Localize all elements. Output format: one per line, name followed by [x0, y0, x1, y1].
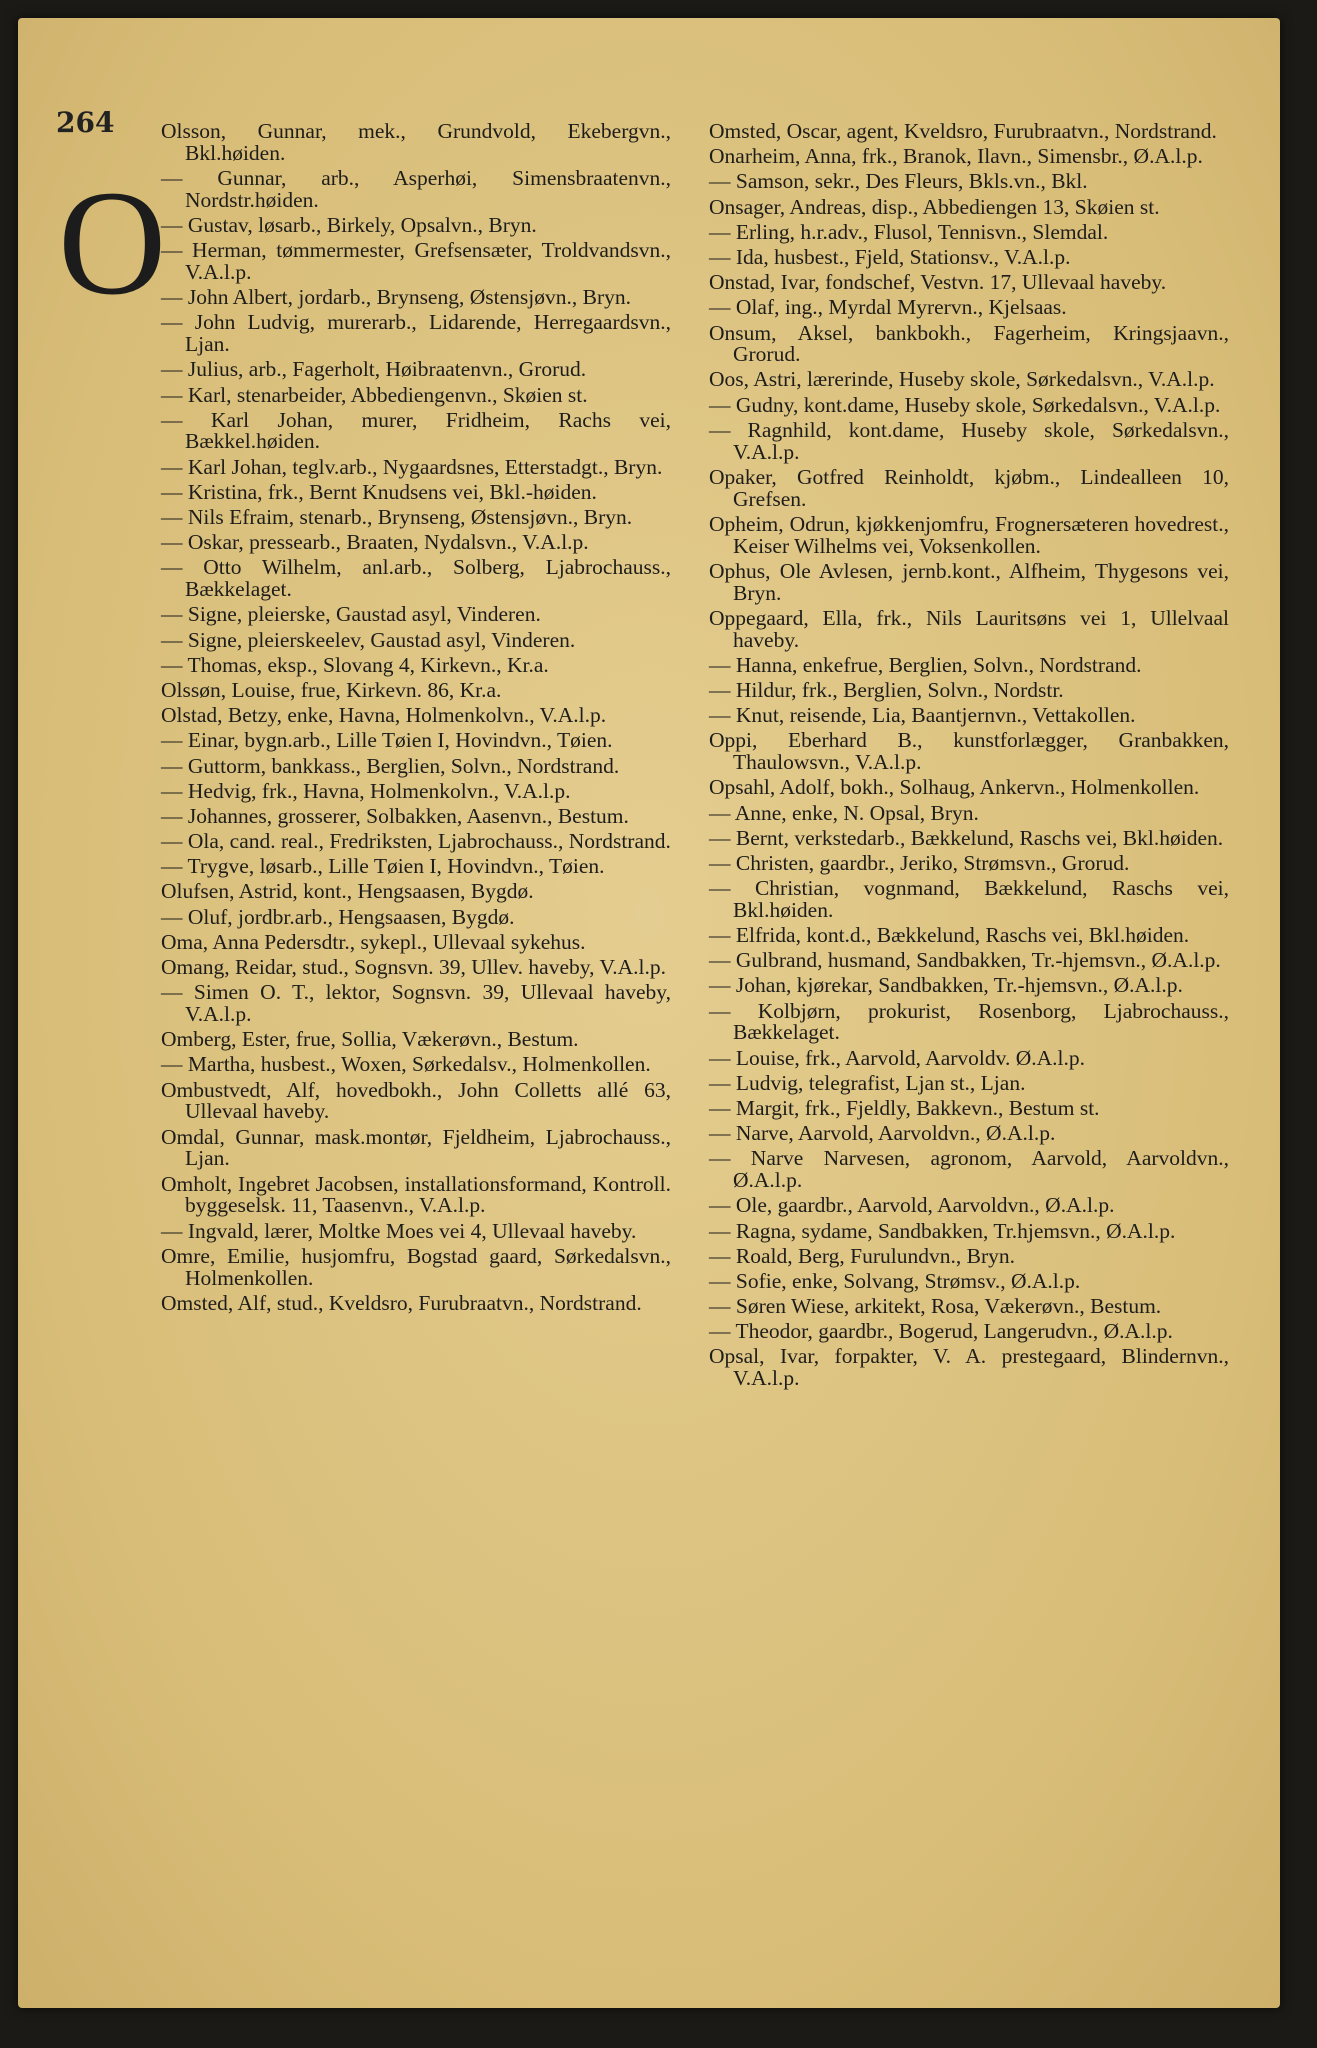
directory-entry: — Samson, sekr., Des Fleurs, Bkls.vn., Bkl. [709, 169, 1088, 194]
directory-entry: Opaker, Gotfred Reinholdt, kjøbm., Lindealleen 10, Grefsen. [709, 464, 1229, 511]
directory-entry: — Karl, stenarbeider, Abbediengenvn., Skøien st. [161, 382, 588, 407]
directory-entry: — Narve Narvesen, agronom, Aarvold, Aarvoldvn., Ø.A.l.p. [709, 1146, 1229, 1193]
directory-entry: — Ida, husbest., Fjeld, Stationsv., V.A.l.p. [709, 244, 1071, 269]
section-letter: O [58, 160, 167, 326]
directory-entry: Omberg, Ester, frue, Sollia, Vækerøvn., Bestum. [161, 1027, 579, 1052]
directory-entry: Omsted, Oscar, agent, Kveldsro, Furubraatvn., Nordstrand. [709, 119, 1217, 143]
left-column [161, 121, 671, 1318]
directory-entry: — Signe, pleierskeelev, Gaustad asyl, Vinderen. [161, 627, 576, 652]
directory-entry: Omsted, Alf, stud., Kveldsro, Furubraatvn., Nordstrand. [161, 1290, 642, 1315]
directory-entry: — Nils Efraim, stenarb., Brynseng, Østensjøvn., Bryn. [161, 505, 633, 530]
directory-entry: — Christian, vognmand, Bækkelund, Raschs vei, Bkl.høiden. [709, 876, 1229, 922]
directory-entry: — Theodor, gaardbr., Bogerud, Langerudvn., Ø.A.l.p. [709, 1319, 1173, 1344]
directory-entry: — Herman, tømmermester, Grefsensæter, Troldvandsvn., V.A.l.p. [161, 238, 671, 284]
directory-entry: — Oluf, jordbr.arb., Hengsaasen, Bygdø. [161, 904, 515, 929]
directory-entry: — Ludvig, telegrafist, Ljan st., Ljan. [709, 1070, 1026, 1095]
directory-entry: — Gudny, kont.dame, Huseby skole, Sørkedalsvn., V.A.l.p. [709, 392, 1221, 417]
directory-entry: — Signe, pleierske, Gaustad asyl, Vinderen. [161, 602, 541, 627]
directory-entry: — Einar, bygn.arb., Lille Tøien I, Hovindvn., Tøien. [161, 728, 613, 753]
directory-entry: Olstad, Betzy, enke, Havna, Holmenkolvn., V.A.l.p. [161, 703, 607, 728]
directory-entry: — Trygve, løsarb., Lille Tøien I, Hovindvn., Tøien. [161, 854, 605, 879]
directory-entry: Omre, Emilie, husjomfru, Bogstad gaard, Sørkedalsvn., Holmenkollen. [161, 1243, 671, 1290]
directory-entry: Opsahl, Adolf, bokh., Solhaug, Ankervn., Holmenkollen. [709, 775, 1200, 800]
directory-entry: Omholt, Ingebret Jacobsen, installationsformand, Kontroll. byggeselsk. 11, Taasenvn., V.A.l.p. [161, 1171, 671, 1218]
directory-entry: — Søren Wiese, arkitekt, Rosa, Vækerøvn., Bestum. [709, 1294, 1162, 1319]
directory-entry: — Bernt, verkstedarb., Bækkelund, Raschs vei, Bkl.høiden. [709, 825, 1224, 850]
directory-entry: Omang, Reidar, stud., Sognsvn. 39, Ullev. haveby, V.A.l.p. [161, 955, 666, 980]
directory-entry: — Otto Wilhelm, anl.arb., Solberg, Ljabrochauss., Bækkelaget. [161, 555, 671, 602]
directory-entry: — Oskar, pressearb., Braaten, Nydalsvn., V.A.l.p. [161, 530, 589, 555]
directory-entry: — Karl Johan, murer, Fridheim, Rachs vei, Bækkel.høiden. [161, 407, 671, 454]
directory-entry: Onsum, Aksel, bankbokh., Fagerheim, Kringsjaavn., Grorud. [709, 320, 1229, 367]
directory-page [18, 18, 1280, 2008]
directory-entry: — Julius, arb., Fagerholt, Høibraatenvn., Grorud. [161, 357, 587, 382]
directory-entry: — Ola, cand. real., Fredriksten, Ljabrochauss., Nordstrand. [161, 829, 671, 854]
directory-entry: Omdal, Gunnar, mask.montør, Fjeldheim, Ljabrochauss., Ljan. [161, 1124, 671, 1171]
directory-entry: — Margit, frk., Fjeldly, Bakkevn., Bestum st. [709, 1095, 1100, 1120]
directory-entry: — Kristina, frk., Bernt Knudsens vei, Bkl.-høiden. [161, 479, 597, 504]
directory-entry: — Martha, husbest., Woxen, Sørkedalsv., Holmenkollen. [161, 1052, 651, 1077]
directory-entry: — Hedvig, frk., Havna, Holmenkolvn., V.A.l.p. [161, 778, 571, 803]
directory-entry: — Erling, h.r.adv., Flusol, Tennisvn., Slemdal. [709, 219, 1109, 244]
directory-entry: Opheim, Odrun, kjøkkenjomfru, Frognersæteren hovedrest., Keiser Wilhelms vei, Voksenkollen. [709, 511, 1229, 558]
directory-entry: Oppegaard, Ella, frk., Nils Lauritsøns vei 1, Ullelvaal haveby. [709, 605, 1229, 652]
directory-entry: — Gustav, løsarb., Birkely, Opsalvn., Bryn. [161, 212, 537, 237]
directory-entry: — Christen, gaardbr., Jeriko, Strømsvn., Grorud. [709, 850, 1130, 875]
directory-entry: Onstad, Ivar, fondschef, Vestvn. 17, Ullevaal haveby. [709, 270, 1167, 295]
directory-entry: — Ragnhild, kont.dame, Huseby skole, Sørkedalsvn., V.A.l.p. [709, 417, 1229, 464]
page-number: 264 [56, 106, 115, 139]
directory-entry: — Sofie, enke, Solvang, Strømsv., Ø.A.l.p. [709, 1268, 1081, 1293]
directory-entry: Oppi, Eberhard B., kunstforlægger, Granbakken, Thaulowsvn., V.A.l.p. [709, 728, 1229, 775]
directory-entry: Ombustvedt, Alf, hovedbokh., John Colletts allé 63, Ullevaal haveby. [161, 1077, 671, 1124]
directory-entry: Olufsen, Astrid, kont., Hengsaasen, Bygdø. [161, 879, 534, 904]
directory-entry: Ophus, Ole Avlesen, jernb.kont., Alfheim, Thygesons vei, Bryn. [709, 558, 1229, 605]
directory-entry: — Hanna, enkefrue, Berglien, Solvn., Nordstrand. [709, 652, 1142, 677]
directory-entry: — John Ludvig, murerarb., Lidarende, Herregaardsvn., Ljan. [161, 310, 671, 357]
directory-entry: — John Albert, jordarb., Brynseng, Østensjøvn., Bryn. [161, 285, 631, 310]
directory-entry: Oma, Anna Pedersdtr., sykepl., Ullevaal sykehus. [161, 929, 586, 954]
directory-entry: — Gunnar, arb., Asperhøi, Simensbraatenvn., Nordstr.høiden. [161, 165, 671, 212]
directory-entry: — Knut, reisende, Lia, Baantjernvn., Vettakollen. [709, 703, 1136, 728]
directory-entry: Onarheim, Anna, frk., Branok, Ilavn., Simensbr., Ø.A.l.p. [709, 144, 1203, 169]
directory-entry: — Guttorm, bankkass., Berglien, Solvn., Nordstrand. [161, 753, 620, 778]
directory-entry: — Louise, frk., Aarvold, Aarvoldv. Ø.A.l.p. [709, 1045, 1085, 1070]
directory-entry: — Narve, Aarvold, Aarvoldvn., Ø.A.l.p. [709, 1121, 1056, 1146]
directory-entry: — Kolbjørn, prokurist, Rosenborg, Ljabrochauss., Bækkelaget. [709, 998, 1229, 1045]
directory-entry: — Olaf, ing., Myrdal Myrervn., Kjelsaas. [709, 295, 1067, 320]
directory-entry: — Simen O. T., lektor, Sognsvn. 39, Ullevaal haveby, V.A.l.p. [161, 980, 671, 1027]
directory-entry: — Ragna, sydame, Sandbakken, Tr.hjemsvn., Ø.A.l.p. [709, 1218, 1176, 1243]
directory-entry: — Roald, Berg, Furulundvn., Bryn. [709, 1243, 1015, 1268]
directory-entry: Olssøn, Louise, frue, Kirkevn. 86, Kr.a. [161, 677, 502, 702]
directory-entry: — Gulbrand, husmand, Sandbakken, Tr.-hjemsvn., Ø.A.l.p. [709, 948, 1221, 973]
directory-entry: — Johannes, grosserer, Solbakken, Aasenvn., Bestum. [161, 803, 629, 828]
directory-entry: — Ole, gaardbr., Aarvold, Aarvoldvn., Ø.A.l.p. [709, 1193, 1115, 1218]
directory-entry: — Anne, enke, N. Opsal, Bryn. [709, 800, 979, 825]
directory-entry: — Johan, kjørekar, Sandbakken, Tr.-hjemsvn., Ø.A.l.p. [709, 973, 1183, 998]
directory-entry: Olsson, Gunnar, mek., Grundvold, Ekebergvn., Bkl.høiden. [161, 119, 671, 165]
right-column [709, 121, 1229, 1393]
directory-entry: Opsal, Ivar, forpakter, V. A. prestegaard, Blindernvn., V.A.l.p. [709, 1344, 1229, 1391]
directory-entry: — Hildur, frk., Berglien, Solvn., Nordstr. [709, 677, 1064, 702]
directory-entry: — Thomas, eksp., Slovang 4, Kirkevn., Kr.a. [161, 652, 549, 677]
directory-entry: — Ingvald, lærer, Moltke Moes vei 4, Ullevaal haveby. [161, 1218, 637, 1243]
directory-entry: Onsager, Andreas, disp., Abbediengen 13, Skøien st. [709, 194, 1160, 219]
directory-entry: — Karl Johan, teglv.arb., Nygaardsnes, Etterstadgt., Bryn. [161, 454, 663, 479]
directory-entry: Oos, Astri, lærerinde, Huseby skole, Sørkedalsvn., V.A.l.p. [709, 367, 1215, 392]
directory-entry: — Elfrida, kont.d., Bækkelund, Raschs vei, Bkl.høiden. [709, 923, 1190, 948]
